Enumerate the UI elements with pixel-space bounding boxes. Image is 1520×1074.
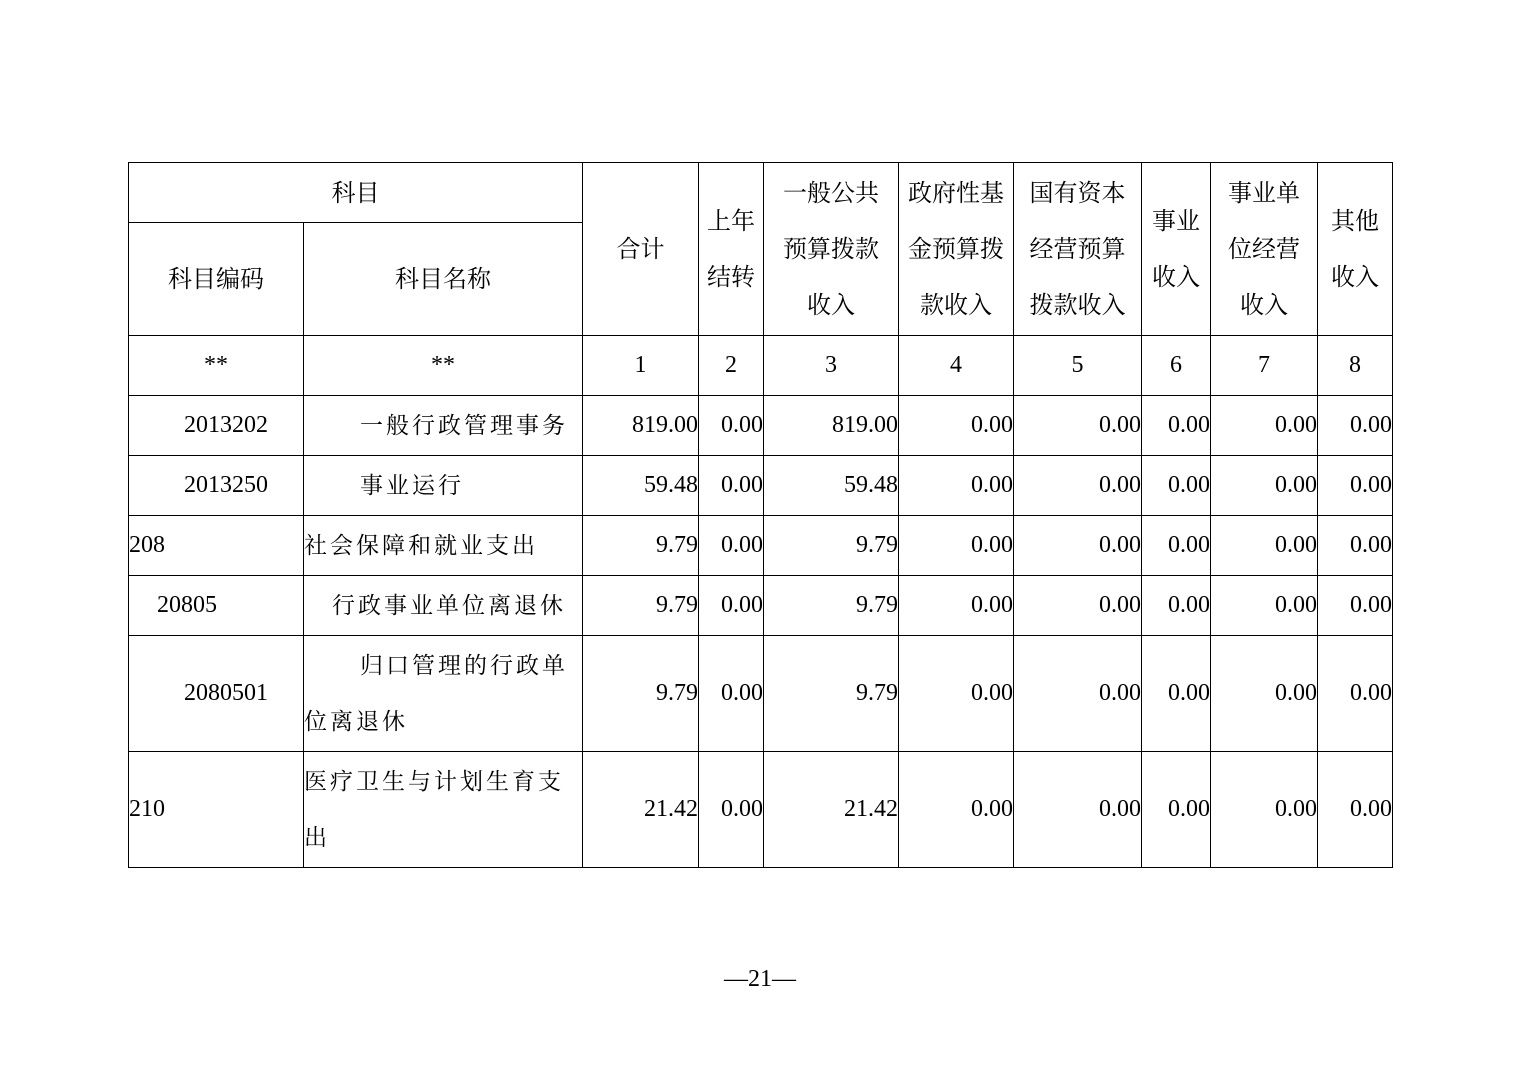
index-cell: 4 — [899, 336, 1014, 396]
col-header-line: 政府性基 — [908, 179, 1004, 207]
amount-cell: 0.00 — [1014, 752, 1142, 868]
col-header-line: 事业单 — [1228, 179, 1300, 207]
table-row — [129, 456, 1393, 516]
index-cell: 3 — [764, 336, 899, 396]
col-header-state-capital — [1014, 163, 1142, 336]
col-header-line: 收入 — [807, 291, 855, 319]
amount-cell: 0.00 — [1318, 752, 1393, 868]
amount-cell: 0.00 — [1142, 576, 1211, 636]
amount-cell: 0.00 — [899, 456, 1014, 516]
col-header-line: 经营预算 — [1029, 235, 1126, 263]
subject-name-header: 科目名称 — [304, 223, 583, 336]
table-row — [129, 576, 1393, 636]
amount-cell: 59.48 — [583, 456, 699, 516]
subject-name-cell: 一般行政管理事务 — [304, 396, 583, 456]
amount-cell: 9.79 — [583, 576, 699, 636]
table-row — [129, 516, 1393, 576]
index-cell: 7 — [1211, 336, 1318, 396]
table-row — [129, 752, 1393, 868]
col-header-line: 收入 — [1331, 263, 1379, 291]
col-header-carryover — [699, 163, 764, 336]
amount-cell: 0.00 — [1142, 396, 1211, 456]
amount-cell: 21.42 — [764, 752, 899, 868]
amount-cell: 0.00 — [899, 752, 1014, 868]
col-header-line: 事业 — [1152, 207, 1200, 235]
subject-name-cell: 医疗卫生与计划生育支出 — [304, 752, 583, 868]
header-row-1 — [129, 163, 1393, 223]
amount-cell: 0.00 — [1318, 456, 1393, 516]
amount-cell: 0.00 — [699, 752, 764, 868]
amount-cell: 0.00 — [1142, 516, 1211, 576]
amount-cell: 0.00 — [1014, 456, 1142, 516]
subject-code-cell: 2080501 — [129, 636, 304, 752]
col-header-line: 预算拨款 — [783, 235, 879, 263]
amount-cell: 9.79 — [583, 636, 699, 752]
col-header-line: 结转 — [707, 263, 755, 291]
col-header-line: 拨款收入 — [1029, 291, 1126, 319]
amount-cell: 0.00 — [1211, 636, 1318, 752]
col-header-line: 位经营 — [1228, 235, 1300, 263]
amount-cell: 0.00 — [699, 636, 764, 752]
col-header-line: 合计 — [616, 235, 665, 263]
col-header-line: 金预算拨 — [908, 235, 1004, 263]
col-header-other-income — [1318, 163, 1393, 336]
col-header-line: 款收入 — [920, 291, 992, 319]
amount-cell: 0.00 — [1211, 516, 1318, 576]
subject-code-header: 科目编码 — [129, 223, 304, 336]
amount-cell: 0.00 — [1014, 636, 1142, 752]
index-cell: 6 — [1142, 336, 1211, 396]
amount-cell: 0.00 — [899, 396, 1014, 456]
amount-cell: 0.00 — [699, 576, 764, 636]
amount-cell: 9.79 — [764, 516, 899, 576]
col-header-total — [583, 163, 699, 336]
subject-code-cell: 2013202 — [129, 396, 304, 456]
index-row — [129, 336, 1393, 396]
col-header-line: 其他 — [1331, 207, 1379, 235]
amount-cell: 0.00 — [1211, 396, 1318, 456]
amount-cell: 0.00 — [899, 516, 1014, 576]
amount-cell: 819.00 — [764, 396, 899, 456]
subject-name-cell: 行政事业单位离退休 — [304, 576, 583, 636]
table-row — [129, 636, 1393, 752]
index-cell: 5 — [1014, 336, 1142, 396]
col-header-institution-business — [1211, 163, 1318, 336]
amount-cell: 59.48 — [764, 456, 899, 516]
amount-cell: 0.00 — [1014, 576, 1142, 636]
amount-cell: 21.42 — [583, 752, 699, 868]
col-header-line: 收入 — [1152, 263, 1200, 291]
table-body — [129, 396, 1393, 868]
amount-cell: 9.79 — [764, 636, 899, 752]
subject-name-cell: 事业运行 — [304, 456, 583, 516]
col-header-line: 上年 — [707, 207, 755, 235]
col-header-general-budget — [764, 163, 899, 336]
subject-code-cell: 2013250 — [129, 456, 304, 516]
amount-cell: 0.00 — [899, 576, 1014, 636]
budget-table — [128, 162, 1393, 868]
amount-cell: 0.00 — [1318, 636, 1393, 752]
table-row — [129, 396, 1393, 456]
subject-name-cell: 归口管理的行政单位离退休 — [304, 636, 583, 752]
subject-header: 科目 — [129, 163, 583, 223]
table-header — [129, 163, 1393, 396]
amount-cell: 0.00 — [1142, 752, 1211, 868]
index-cell: 8 — [1318, 336, 1393, 396]
subject-code-cell: 208 — [129, 516, 304, 576]
amount-cell: 819.00 — [583, 396, 699, 456]
subject-code-cell: 210 — [129, 752, 304, 868]
amount-cell: 0.00 — [1142, 456, 1211, 516]
amount-cell: 0.00 — [1142, 636, 1211, 752]
col-header-line: 收入 — [1240, 291, 1288, 319]
amount-cell: 0.00 — [699, 396, 764, 456]
subject-name-cell: 社会保障和就业支出 — [304, 516, 583, 576]
index-cell: ** — [129, 336, 304, 396]
index-cell: 1 — [583, 336, 699, 396]
amount-cell: 0.00 — [1318, 396, 1393, 456]
subject-code-cell: 20805 — [129, 576, 304, 636]
col-header-institution-income — [1142, 163, 1211, 336]
index-cell: ** — [304, 336, 583, 396]
amount-cell: 0.00 — [899, 636, 1014, 752]
amount-cell: 0.00 — [699, 516, 764, 576]
amount-cell: 0.00 — [1211, 456, 1318, 516]
amount-cell: 9.79 — [764, 576, 899, 636]
page-number: —21— — [724, 966, 796, 992]
col-header-line: 一般公共 — [783, 179, 879, 207]
amount-cell: 0.00 — [1211, 576, 1318, 636]
amount-cell: 0.00 — [1211, 752, 1318, 868]
amount-cell: 9.79 — [583, 516, 699, 576]
amount-cell: 0.00 — [1318, 516, 1393, 576]
amount-cell: 0.00 — [1014, 396, 1142, 456]
col-header-gov-fund — [899, 163, 1014, 336]
amount-cell: 0.00 — [1014, 516, 1142, 576]
col-header-line: 国有资本 — [1029, 179, 1126, 207]
index-cell: 2 — [699, 336, 764, 396]
amount-cell: 0.00 — [699, 456, 764, 516]
amount-cell: 0.00 — [1318, 576, 1393, 636]
